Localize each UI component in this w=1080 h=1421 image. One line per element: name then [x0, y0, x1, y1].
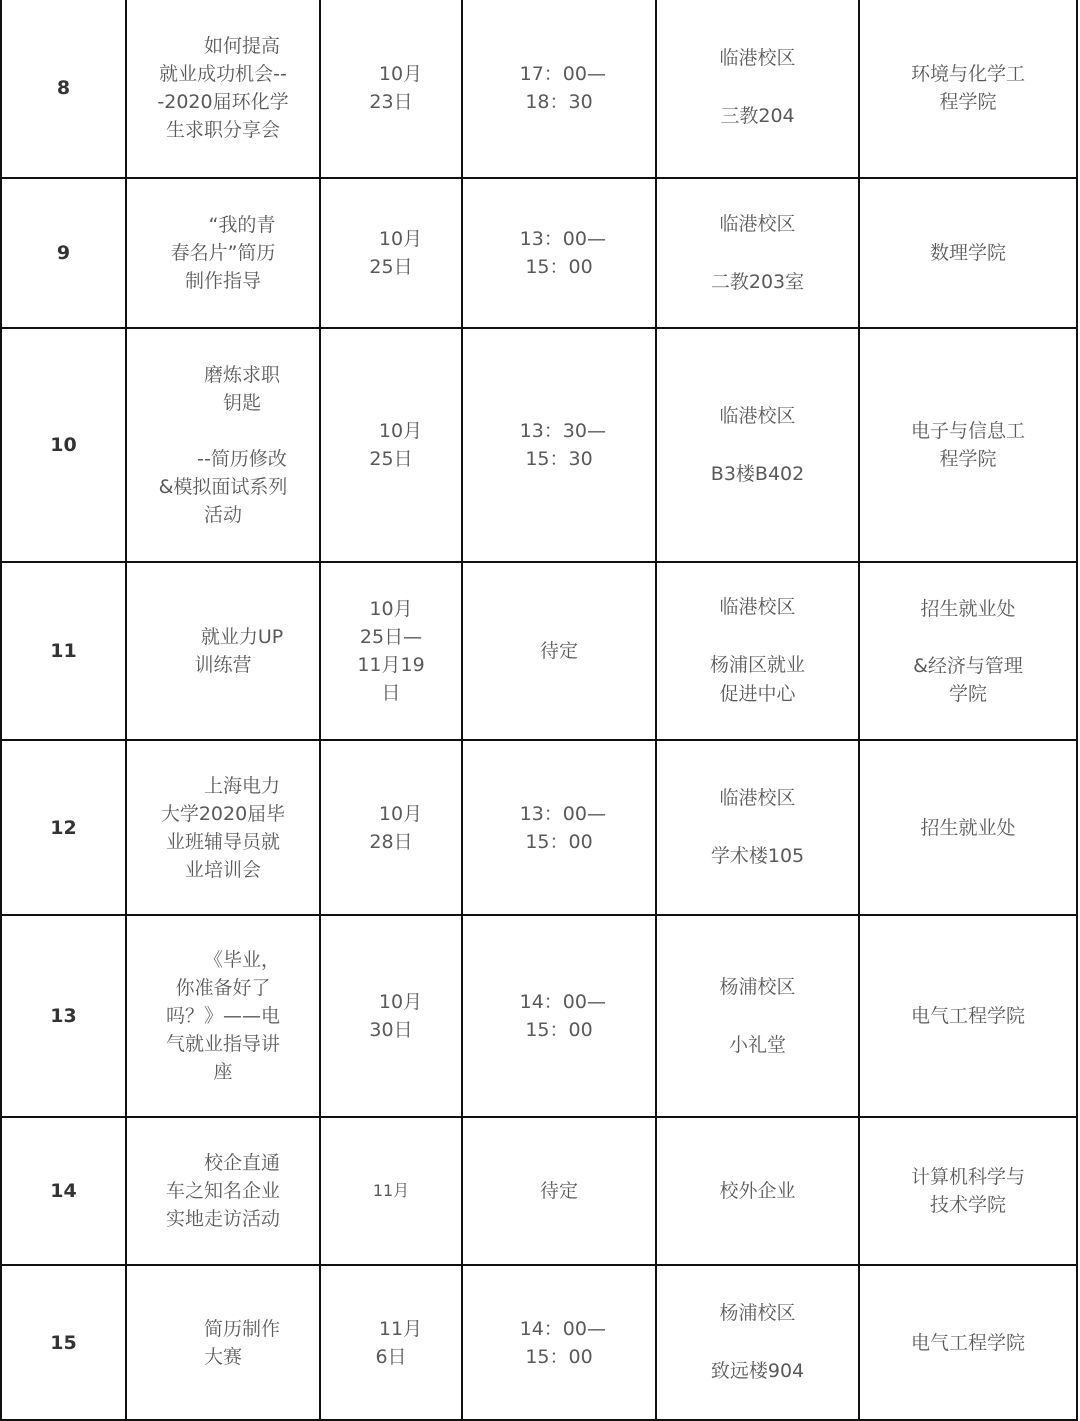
- event-time-line: 15：00: [525, 1345, 593, 1368]
- event-organizer-line: 招生就业处: [920, 597, 1016, 620]
- event-title-line: &模拟面试系列: [158, 476, 288, 498]
- event-title-line: 校企直通: [203, 1152, 280, 1174]
- event-venue-cell: [656, 328, 859, 562]
- event-time-cell: [462, 178, 656, 328]
- event-title-line: 就业力UP: [200, 626, 284, 648]
- event-date-line: 11月19: [357, 654, 425, 676]
- event-title: [166, 946, 280, 1086]
- event-title-line: 活动: [203, 504, 242, 526]
- event-title-line: 业班辅导员就: [165, 830, 280, 853]
- event-venue: [719, 1177, 795, 1206]
- event-title-line: 吗？》——电: [165, 1005, 280, 1027]
- event-date: [360, 60, 422, 116]
- event-title-line: “我的青: [208, 214, 276, 236]
- event-organizer: [911, 60, 1025, 116]
- venue-spacer: [711, 813, 804, 842]
- event-time-line: 13：00—: [519, 228, 606, 250]
- event-venue-line: 校外企业: [719, 1179, 796, 1202]
- event-date-line: 25日—: [359, 626, 423, 648]
- event-organizer-cell: [859, 562, 1077, 740]
- event-title-cell: [126, 740, 320, 915]
- event-organizer-line: &经济与管理: [913, 654, 1023, 677]
- event-date-line: 10月: [378, 62, 423, 85]
- event-organizer-line: 电气工程学院: [910, 1331, 1025, 1354]
- event-title-line: 座: [213, 1061, 233, 1083]
- event-title-line: 如何提高: [203, 34, 280, 57]
- row-number-cell: 11: [1, 562, 126, 740]
- event-organizer-line: 学院: [948, 682, 987, 705]
- event-date-line: 10月: [378, 420, 423, 442]
- event-date-line: 11月: [378, 1317, 423, 1340]
- event-title-line: 业培训会: [184, 858, 261, 881]
- table-row: [1, 1265, 1077, 1420]
- event-date-line: 23日: [369, 90, 413, 113]
- event-venue-line: 促进中心: [719, 683, 796, 705]
- venue-spacer: [719, 73, 795, 102]
- event-date-cell: [320, 740, 462, 915]
- event-time-line: 15：00: [525, 830, 593, 853]
- event-venue-line: 三教204: [720, 105, 795, 127]
- event-organizer-line: 计算机科学与: [910, 1166, 1025, 1188]
- event-title: [159, 361, 288, 529]
- event-date-line: 25日: [369, 448, 413, 470]
- event-title-cell: [126, 1265, 320, 1420]
- event-time: [512, 988, 606, 1044]
- event-time-line: 15：30: [525, 448, 593, 470]
- event-title-cell: [126, 328, 320, 562]
- event-title-line: 你准备好了: [175, 977, 271, 999]
- event-date: [373, 1177, 409, 1205]
- event-time: [512, 60, 606, 116]
- event-title-line: 春名片”简历: [170, 242, 276, 264]
- table-row: [1, 0, 1077, 178]
- event-time-line: 15：00: [525, 256, 593, 278]
- event-venue: [711, 1299, 804, 1386]
- event-organizer-line: 招生就业处: [920, 816, 1016, 839]
- event-title-line: --简历修改: [197, 448, 287, 470]
- event-title: [171, 211, 276, 295]
- event-date: [360, 1315, 422, 1371]
- event-organizer-line: 环境与化学工: [910, 62, 1025, 85]
- event-venue-line: 临港校区: [719, 596, 796, 618]
- event-organizer: [913, 595, 1023, 708]
- venue-spacer: [711, 239, 804, 268]
- event-venue-line: 杨浦区就业: [709, 654, 805, 676]
- event-title-cell: [126, 178, 320, 328]
- event-venue: [719, 973, 795, 1060]
- row-number-cell: 15: [1, 1265, 126, 1420]
- event-venue: [719, 44, 795, 131]
- event-title-cell: [126, 1117, 320, 1265]
- event-organizer: [930, 239, 1006, 267]
- event-organizer-line: 电子与信息工: [910, 420, 1025, 442]
- event-venue-line: 杨浦校区: [719, 1302, 796, 1324]
- event-time: [512, 417, 606, 473]
- event-organizer-cell: [859, 1117, 1077, 1265]
- event-venue-cell: [656, 915, 859, 1117]
- event-time: [512, 800, 606, 856]
- event-venue-line: 小礼堂: [728, 1033, 786, 1056]
- event-venue-line: 临港校区: [719, 47, 796, 69]
- event-time-line: 14：00—: [519, 991, 606, 1013]
- event-organizer-cell: [859, 915, 1077, 1117]
- event-date: [360, 800, 422, 856]
- event-date-line: 6日: [375, 1345, 407, 1368]
- event-venue-line: 杨浦校区: [719, 975, 796, 998]
- row-number-cell: 14: [1, 1117, 126, 1265]
- event-venue-cell: [656, 740, 859, 915]
- event-organizer: [911, 1329, 1025, 1357]
- table-row: [1, 1117, 1077, 1265]
- event-title: [157, 32, 288, 144]
- event-venue-cell: [656, 1265, 859, 1420]
- event-date-line: 10月: [378, 228, 423, 250]
- venue-spacer: [711, 431, 804, 460]
- event-time: [540, 1177, 578, 1205]
- event-title: [161, 772, 285, 884]
- event-organizer: [911, 1163, 1025, 1219]
- event-venue-cell: [656, 562, 859, 740]
- table-row: [1, 740, 1077, 915]
- event-date-line: 10月: [378, 802, 423, 825]
- event-title-cell: [126, 0, 320, 178]
- event-date-cell: [320, 562, 462, 740]
- event-time-cell: [462, 740, 656, 915]
- event-date-line: 10月: [378, 991, 423, 1013]
- event-venue: [711, 402, 804, 489]
- event-date-cell: [320, 915, 462, 1117]
- event-organizer-cell: [859, 178, 1077, 328]
- table-row: [1, 178, 1077, 328]
- event-time-cell: [462, 915, 656, 1117]
- table-row: [1, 328, 1077, 562]
- event-title-line: 车之知名企业: [165, 1180, 280, 1202]
- event-title-line: 钥匙: [222, 392, 261, 414]
- event-title: [166, 1315, 280, 1371]
- event-venue: [711, 210, 804, 297]
- row-number-cell: 9: [1, 178, 126, 328]
- event-date-line: 11月: [372, 1181, 410, 1200]
- event-title-line: 就业成功机会--: [159, 62, 287, 85]
- event-time-cell: [462, 0, 656, 178]
- event-time-cell: [462, 328, 656, 562]
- event-organizer-cell: [859, 0, 1077, 178]
- event-organizer-line: 程学院: [939, 90, 997, 113]
- event-title-line: 制作指导: [184, 270, 261, 292]
- event-date: [360, 225, 422, 281]
- event-date-line: 日: [381, 682, 401, 704]
- event-time-line: 13：00—: [519, 802, 606, 825]
- event-organizer: [920, 814, 1015, 842]
- event-date-cell: [320, 1117, 462, 1265]
- event-title-line: 《毕业，: [203, 949, 280, 971]
- row-number-cell: 10: [1, 328, 126, 562]
- event-date-line: 25日: [369, 256, 413, 278]
- venue-spacer: [710, 622, 805, 651]
- event-title-line: 大学2020届毕: [160, 802, 286, 825]
- event-time-line: 18：30: [525, 90, 593, 113]
- event-time-line: 14：00—: [519, 1317, 606, 1340]
- event-date: [360, 988, 422, 1044]
- event-venue-line: 临港校区: [719, 212, 796, 235]
- event-time-cell: [462, 1117, 656, 1265]
- row-number-cell: 12: [1, 740, 126, 915]
- event-venue-line: 二教203室: [710, 270, 805, 293]
- event-title-line: -2020届环化学: [157, 90, 289, 113]
- event-date-cell: [320, 0, 462, 178]
- event-organizer-cell: [859, 328, 1077, 562]
- event-venue-cell: [656, 1117, 859, 1265]
- event-title-line: 简历制作: [203, 1317, 280, 1340]
- organizer-spacer: [913, 623, 1023, 652]
- table-row: [1, 915, 1077, 1117]
- event-time: [512, 225, 606, 281]
- event-date: [357, 595, 424, 707]
- event-date-line: 28日: [369, 830, 413, 853]
- event-venue: [711, 784, 804, 871]
- event-time-line: 13：30—: [519, 420, 606, 442]
- event-title-line: 生求职分享会: [165, 118, 280, 141]
- event-title-line: 训练营: [194, 654, 252, 676]
- event-organizer: [911, 417, 1025, 473]
- venue-spacer: [719, 1002, 795, 1031]
- event-venue: [710, 593, 805, 709]
- row-number-cell: 13: [1, 915, 126, 1117]
- event-time-line: 15：00: [525, 1019, 593, 1041]
- event-title-line: 气就业指导讲: [165, 1033, 280, 1055]
- event-venue-line: 学术楼105: [710, 845, 805, 867]
- event-venue-line: 临港校区: [719, 787, 796, 809]
- event-title: [163, 623, 283, 679]
- event-title-line: 大赛: [203, 1345, 242, 1368]
- table-row: [1, 562, 1077, 740]
- event-title: [166, 1149, 280, 1233]
- event-venue-cell: [656, 0, 859, 178]
- event-title-line: 实地走访活动: [165, 1208, 280, 1230]
- venue-spacer: [711, 1328, 804, 1357]
- row-number-cell: 8: [1, 0, 126, 178]
- event-organizer-line: 技术学院: [929, 1194, 1006, 1216]
- event-venue-line: 临港校区: [719, 404, 796, 427]
- event-date-cell: [320, 328, 462, 562]
- event-date-line: 10月: [369, 598, 413, 620]
- event-time: [540, 637, 578, 665]
- event-title-line: 上海电力: [203, 774, 280, 797]
- event-time-cell: [462, 562, 656, 740]
- event-venue-line: B3楼B402: [710, 462, 805, 485]
- event-organizer-line: 程学院: [939, 448, 997, 470]
- event-date-cell: [320, 178, 462, 328]
- event-time-line: 待定: [539, 640, 578, 662]
- event-venue-line: 致远楼904: [710, 1360, 805, 1382]
- event-organizer-cell: [859, 1265, 1077, 1420]
- event-date-cell: [320, 1265, 462, 1420]
- event-title-line: [159, 417, 288, 445]
- event-date-line: 30日: [369, 1019, 413, 1041]
- event-time-line: 待定: [539, 1180, 578, 1202]
- event-title-line: 磨炼求职: [203, 364, 280, 386]
- event-venue-cell: [656, 178, 859, 328]
- event-organizer: [911, 1002, 1025, 1030]
- event-date: [360, 417, 422, 473]
- event-time-line: 17：00—: [519, 62, 606, 85]
- event-title-cell: [126, 562, 320, 740]
- event-organizer-line: 电气工程学院: [910, 1005, 1025, 1027]
- event-organizer-cell: [859, 740, 1077, 915]
- event-time-cell: [462, 1265, 656, 1420]
- event-organizer-line: 数理学院: [929, 242, 1006, 264]
- event-time: [512, 1315, 606, 1371]
- event-title-cell: [126, 915, 320, 1117]
